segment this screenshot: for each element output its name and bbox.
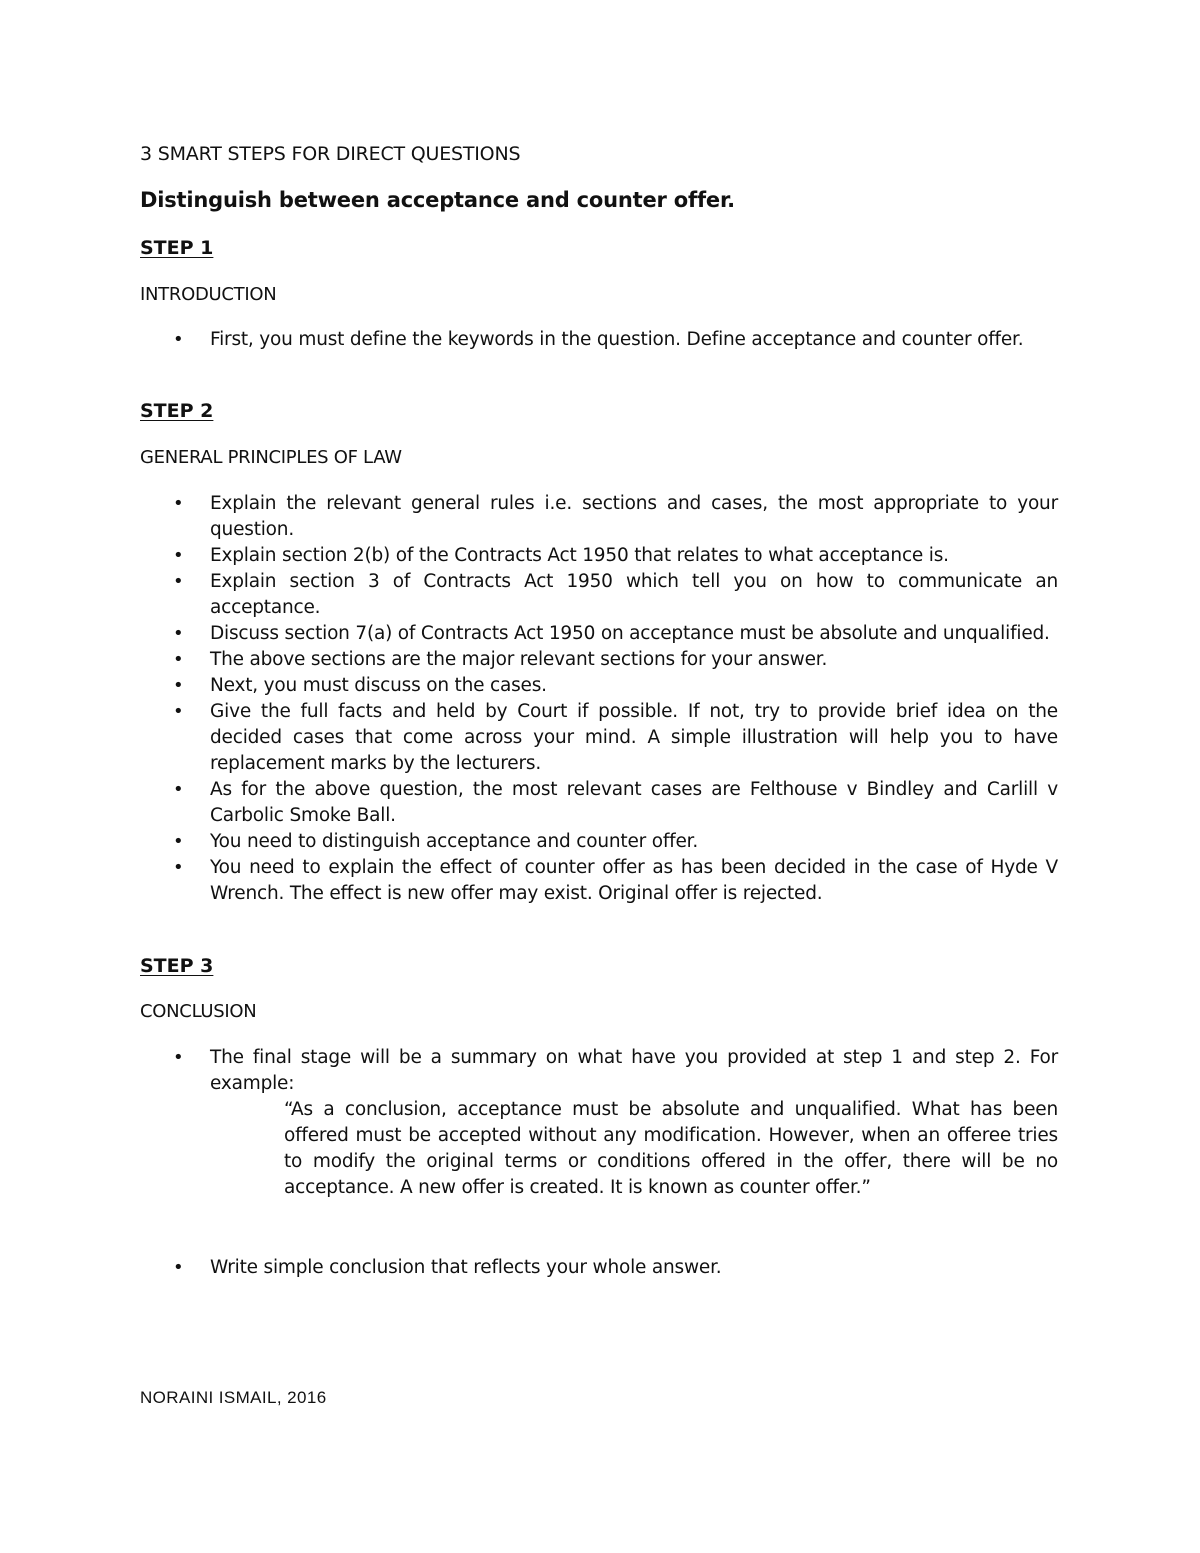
list-item: • Explain the relevant general rules i.e. sections and cases, the most appropriate to your question. [140,491,1058,543]
question-title: Distinguish between acceptance and counter offer. [140,188,735,212]
list-item-text: The final stage will be a summary on what have you provided at step 1 and step 2. For example: [210,1047,1058,1094]
list-item: • As for the above question, the most relevant cases are Felthouse v Bindley and Carlill v Carbolic Smoke Ball. [140,777,1058,829]
example-quote: “As a conclusion, acceptance must be absolute and unqualified. What has been offered must be accepted without any modification. However, when an offeree tries to modify the original terms or conditions offered in the offer, there will be no acceptance. A new offer is created. It is known as counter offer.” [284,1099,1058,1198]
step-2-label: GENERAL PRINCIPLES OF LAW [140,447,402,468]
list-item: • Write simple conclusion that reflects your whole answer. [140,1255,1058,1281]
list-item: • Next, you must discuss on the cases. [140,673,1058,699]
list-item: • You need to distinguish acceptance and counter offer. [140,829,1058,855]
step-3-title: STEP 3 [140,955,214,977]
list-item: • First, you must define the keywords in the question. Define acceptance and counter offer. [140,327,1058,353]
list-item: • Explain section 2(b) of the Contracts Act 1950 that relates to what acceptance is. [140,543,1058,569]
step-2-bullet-list [140,491,1058,907]
step-2-title: STEP 2 [140,400,214,422]
list-item: • The above sections are the major relevant sections for your answer. [140,647,1058,673]
list-item: • Give the full facts and held by Court if possible. If not, try to provide brief idea on the decided cases that come across your mind. A simple illustration will help you to have replacement marks by the lecturers. [140,699,1058,777]
list-item: • Explain section 3 of Contracts Act 1950 which tell you on how to communicate an acceptance. [140,569,1058,621]
spacer [210,1201,1058,1255]
list-item: • You need to explain the effect of counter offer as has been decided in the case of Hyde V Wrench. The effect is new offer may exist. Original offer is rejected. [140,855,1058,907]
step-3-bullet-list [140,1045,1058,1281]
step-1-label: INTRODUCTION [140,284,277,305]
list-item [140,1045,1058,1255]
step-1-title: STEP 1 [140,237,214,259]
footer-author: NORAINI ISMAIL, 2016 [140,1388,327,1407]
step-3-label: CONCLUSION [140,1001,257,1022]
step-1-bullet-list [140,327,1058,353]
list-item: • Discuss section 7(a) of Contracts Act 1950 on acceptance must be absolute and unqualified. [140,621,1058,647]
document-heading: 3 SMART STEPS FOR DIRECT QUESTIONS [140,143,521,165]
